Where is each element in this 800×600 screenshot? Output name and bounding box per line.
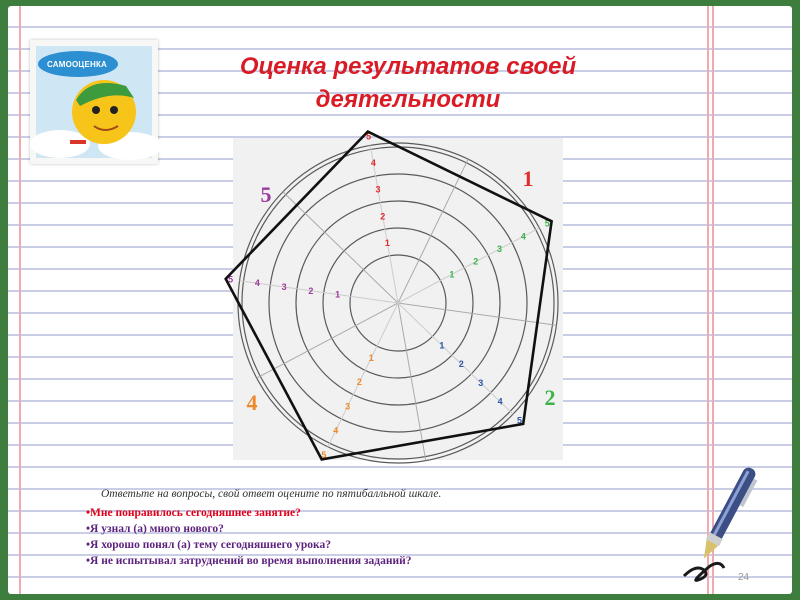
diagram-background [233, 138, 563, 460]
axis-tick-label: 5 [517, 415, 523, 426]
axis-tick-label: 2 [356, 377, 362, 388]
slide [8, 6, 792, 594]
page-title [158, 50, 658, 116]
axis-tick-label: 4 [333, 425, 339, 436]
question-2: •Я узнал (а) много нового? [86, 523, 224, 535]
axis-tick-label: 5 [366, 131, 372, 142]
axis-tick-label: 3 [478, 377, 484, 388]
axis-label-4: 4 [246, 390, 258, 415]
title-line-2: деятельности [315, 86, 501, 113]
axis-tick-label: 5 [228, 274, 234, 285]
question-3: •Я хорошо понял (а) тему сегодняшнего урока? [86, 539, 332, 551]
axis-tick-label: 2 [308, 285, 314, 296]
axis-label-1: 1 [522, 166, 534, 191]
axis-tick-label: 4 [254, 278, 260, 289]
axis-tick-label: 2 [473, 256, 479, 267]
axis-tick-label: 2 [458, 359, 464, 370]
axis-label-2: 2 [544, 385, 556, 410]
axis-label-5: 5 [260, 182, 272, 207]
axis-tick-label: 3 [345, 401, 351, 412]
instructions [86, 488, 706, 569]
axis-tick-label: 1 [368, 352, 374, 363]
instructions-header: Ответьте на вопросы, свой ответ оцените по пятибалльной шкале. [101, 488, 442, 500]
axis-tick-label: 1 [449, 269, 455, 280]
self-assessment-pentagon-diagram [228, 131, 568, 463]
page-number: 24 [738, 572, 750, 583]
pen-icon [680, 456, 760, 586]
axis-tick-label: 5 [544, 218, 550, 229]
badge-label: САМООЦЕНКА [46, 60, 108, 69]
axis-tick-label: 1 [335, 289, 341, 300]
axis-tick-label: 3 [375, 184, 381, 195]
kolobok-illustration [30, 40, 158, 164]
axis-tick-label: 2 [380, 211, 386, 222]
self-assessment-badge [30, 40, 158, 164]
axis-tick-label: 3 [497, 244, 503, 255]
title-line-1: Оценка результатов своей [239, 53, 577, 80]
axis-tick-label: 3 [281, 281, 287, 292]
axis-tick-label: 1 [384, 237, 390, 248]
axis-tick-label: 4 [497, 396, 503, 407]
axis-tick-label: 4 [370, 158, 376, 169]
axis-tick-label: 1 [439, 340, 445, 351]
question-4: •Я не испытывал затруднений во время выполнения заданий? [86, 555, 412, 567]
question-1: •Мне понравилось сегодняшнее занятие? [86, 507, 301, 519]
axis-tick-label: 4 [520, 231, 526, 242]
axis-tick-label: 5 [321, 449, 327, 460]
